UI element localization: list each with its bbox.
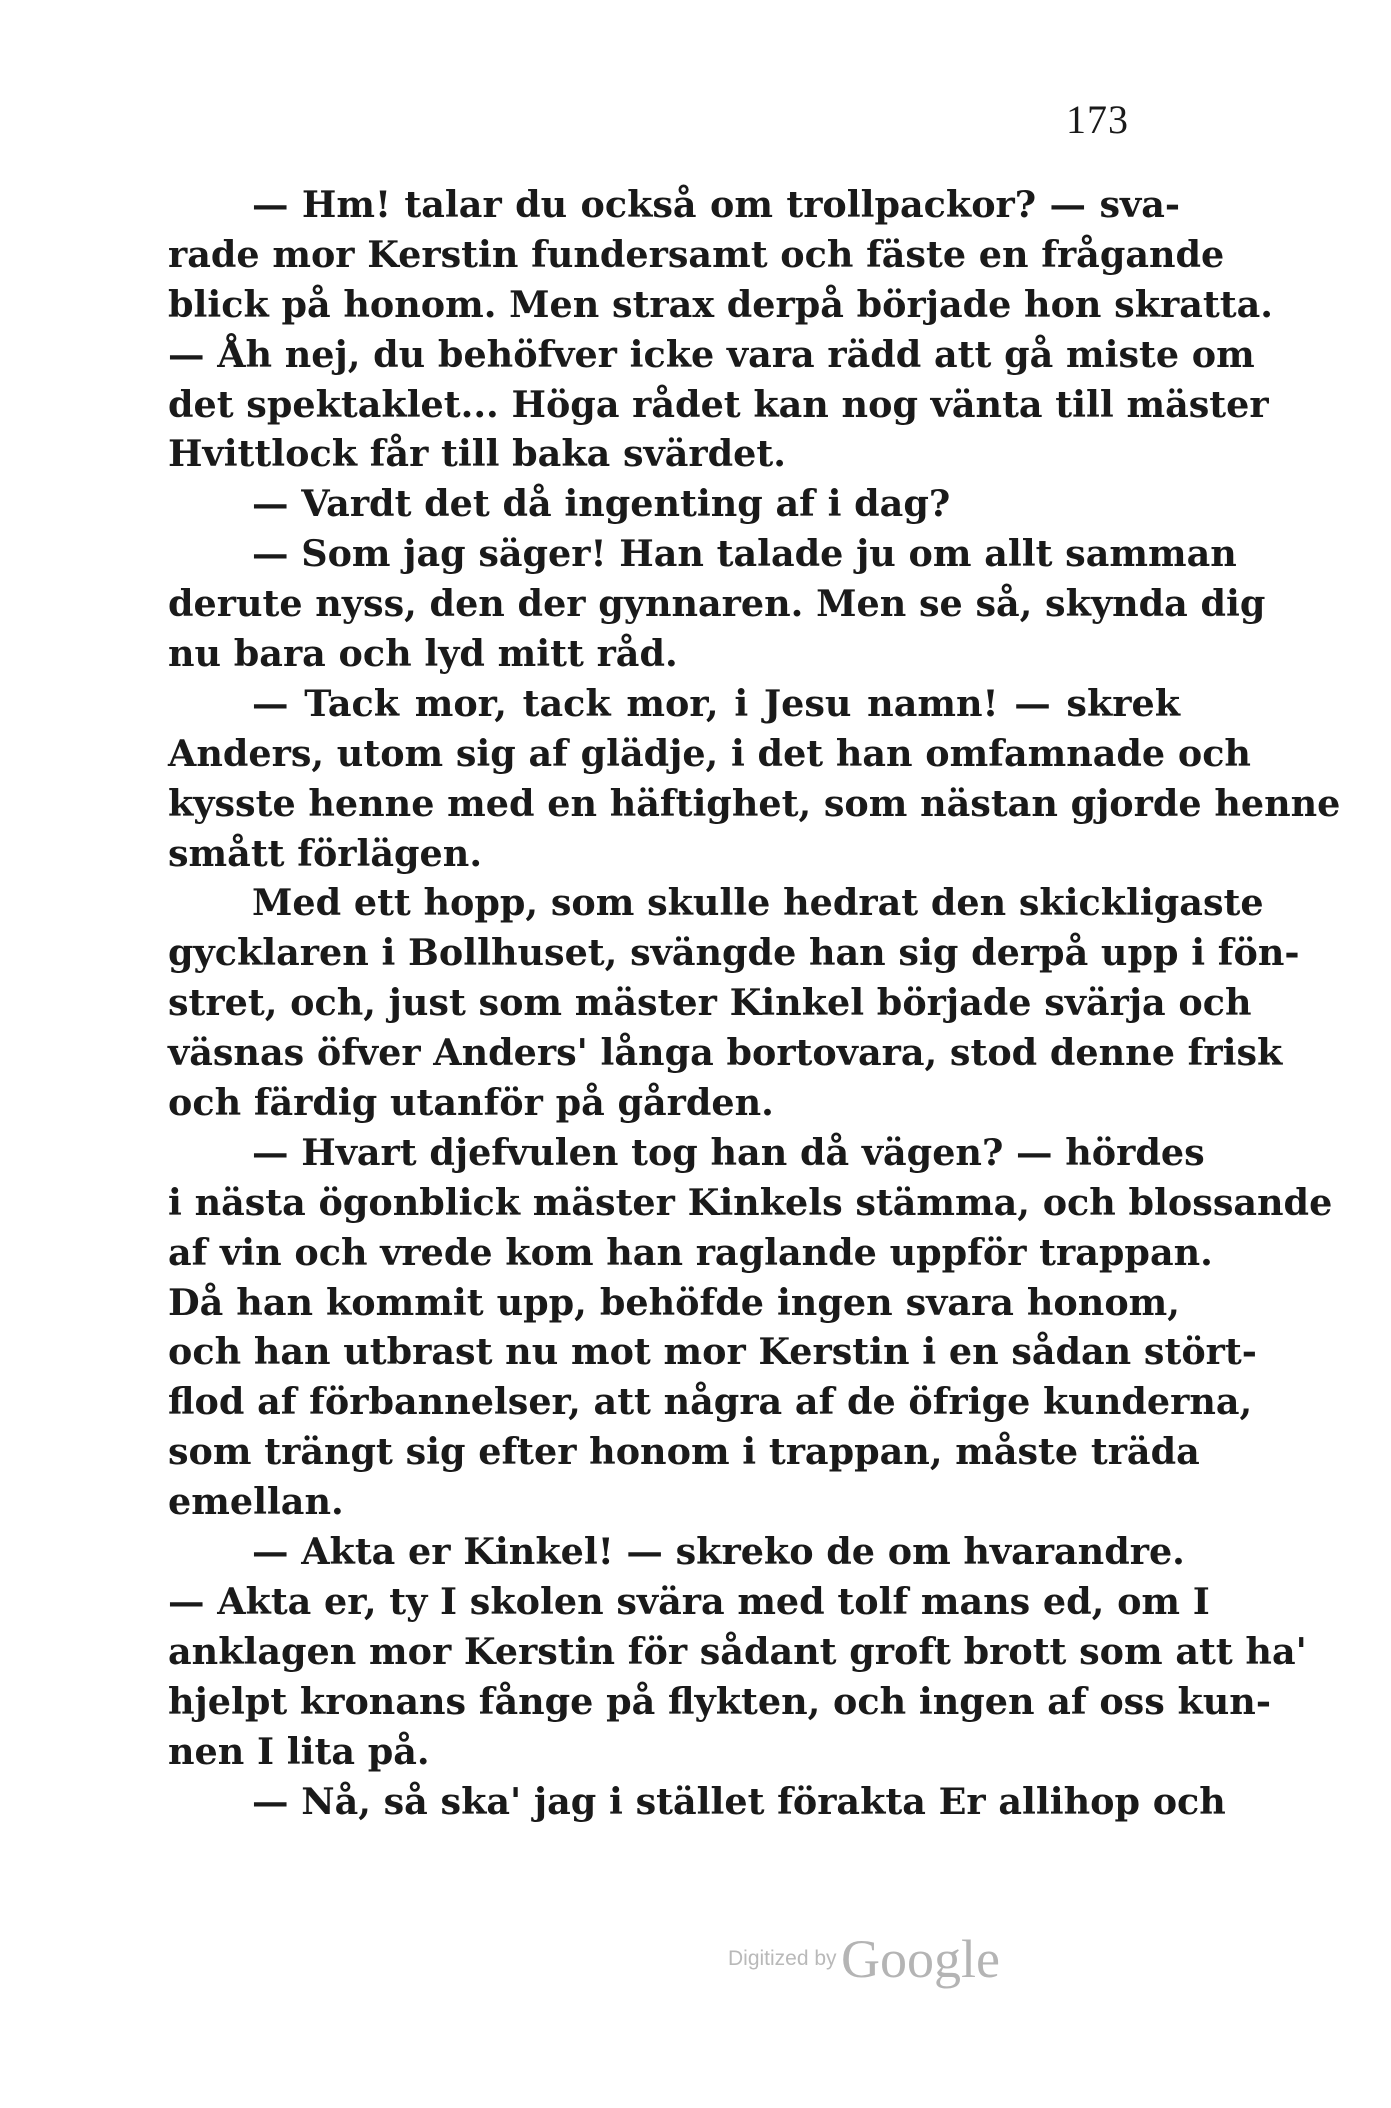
text-line: blick på honom. Men strax derpå började hon skratta. (168, 282, 1273, 326)
digitized-by-google-watermark (728, 1928, 1000, 1990)
text-line: derute nyss, den der gynnaren. Men se så, skynda dig (168, 582, 1266, 626)
text-line: och färdig utanför på gården. (168, 1081, 774, 1125)
watermark-digitized-label: Digitized by (728, 1947, 837, 1970)
text-line: — Hm! talar du också om trollpackor? — sva- (252, 183, 1180, 226)
text-line: Då han kommit upp, behöfde ingen svara honom, (168, 1280, 1180, 1324)
text-line: som trängt sig efter honom i trappan, måste träda (168, 1430, 1200, 1474)
text-line: Med ett hopp, som skulle hedrat den skickligaste (252, 881, 1264, 925)
text-line: emellan. (168, 1480, 344, 1524)
text-line: — Vardt det då ingenting af i dag? (252, 482, 951, 526)
text-line: väsnas öfver Anders' långa bortovara, stod denne frisk (168, 1031, 1283, 1075)
text-line: hjelpt kronans fånge på flykten, och ingen af oss kun- (168, 1679, 1271, 1723)
text-line: — Som jag säger! Han talade ju om allt samman (252, 532, 1237, 576)
text-line: nen I lita på. (168, 1729, 430, 1773)
text-line: rade mor Kerstin fundersamt och fäste en frågande (168, 232, 1225, 276)
text-line: af vin och vrede kom han raglande uppför trappan. (168, 1230, 1213, 1274)
text-line: gycklaren i Bollhuset, svängde han sig derpå upp i fön- (168, 931, 1300, 975)
text-line: i nästa ögonblick mäster Kinkels stämma, och blossande (168, 1180, 1333, 1224)
page-number: 173 (1066, 97, 1129, 142)
text-line: stret, och, just som mäster Kinkel började svärja och (168, 981, 1252, 1025)
text-line: och han utbrast nu mot mor Kerstin i en sådan stört- (168, 1330, 1257, 1374)
text-line: smått förlägen. (168, 831, 483, 875)
google-logo-text: Google (841, 1929, 1000, 1989)
body-text (168, 180, 1341, 1826)
text-line: — Akta er, ty I skolen svära med tolf mans ed, om I (168, 1579, 1210, 1623)
text-line: — Hvart djefvulen tog han då vägen? — hördes (252, 1130, 1205, 1174)
text-line: nu bara och lyd mitt råd. (168, 632, 678, 676)
text-line: — Åh nej, du behöfver icke vara rädd att gå miste om (168, 332, 1255, 376)
text-line: — Tack mor, tack mor, i Jesu namn! — skrek (252, 681, 1180, 725)
text-line: Anders, utom sig af glädje, i det han omfamnade och (168, 731, 1251, 775)
text-line: — Nå, så ska' jag i stället förakta Er allihop och (252, 1779, 1226, 1823)
text-line: anklagen mor Kerstin för sådant groft brott som att ha' (168, 1629, 1307, 1673)
text-line: det spektaklet... Höga rådet kan nog vänta till mäster (168, 382, 1269, 426)
text-line: kysste henne med en häftighet, som nästan gjorde henne (168, 781, 1341, 825)
text-line: — Akta er Kinkel! — skreko de om hvarandre. (252, 1530, 1185, 1574)
text-line: flod af förbannelser, att några af de öfrige kunderna, (168, 1380, 1253, 1424)
text-line: Hvittlock får till baka svärdet. (168, 432, 786, 476)
